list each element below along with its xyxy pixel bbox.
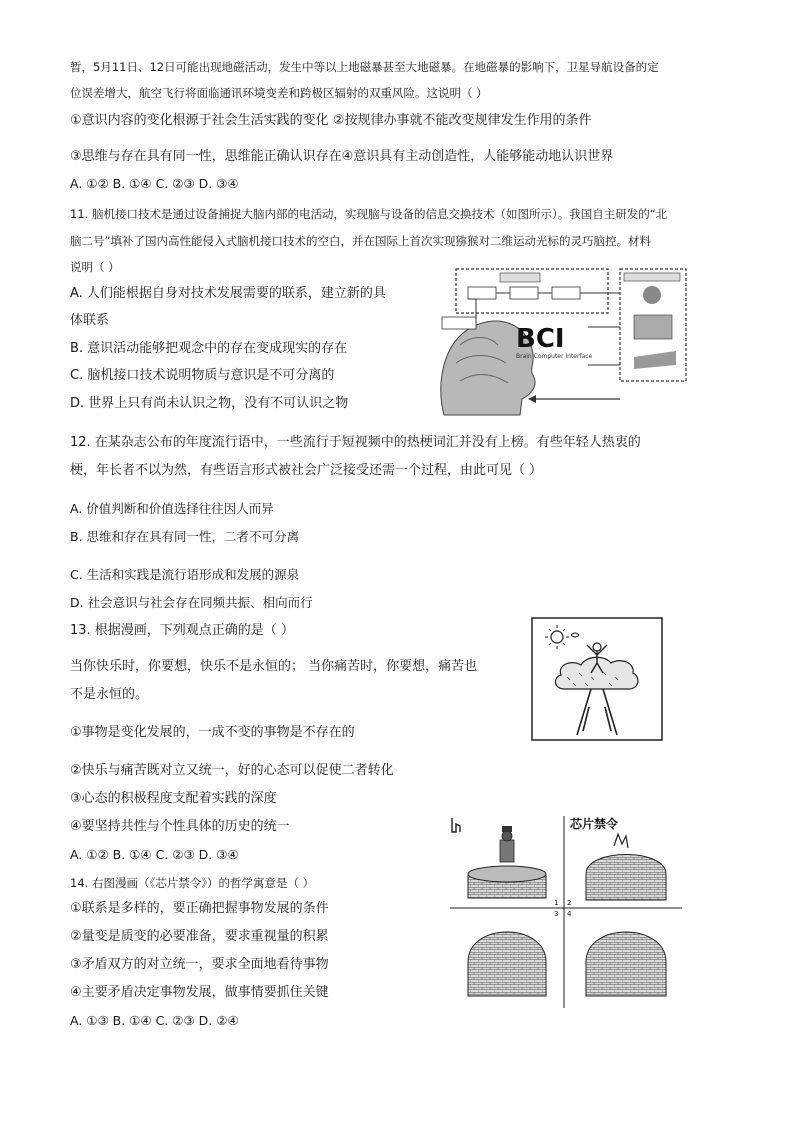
q12-text-line1: 12. 在某杂志公布的年度流行语中，一些流行于短视频中的热梗词汇并没有上榜。有些年轻人热衷的 bbox=[70, 435, 641, 450]
q13-choices: A. ①② B. ①④ C. ②③ D. ③④ bbox=[70, 847, 239, 862]
q13-statement-2: ②快乐与痛苦既对立又统一，好的心态可以促使二者转化 bbox=[70, 763, 394, 778]
q12-option-a: A. 价值判断和价值选择往往因人而异 bbox=[70, 501, 274, 516]
q13-cartoon bbox=[531, 617, 663, 741]
chip-ban-panel-3: 3 bbox=[554, 910, 559, 918]
q12-option-c: C. 生活和实践是流行语形成和发展的源泉 bbox=[70, 567, 300, 582]
q13-text-line1: 13. 根据漫画，下列观点正确的是（ ） bbox=[70, 623, 294, 638]
q12-option-b: B. 思维和存在具有同一性，二者不可分离 bbox=[70, 529, 300, 544]
q10-text-line2: 位误差增大，航空飞行将面临通讯环境变差和跨极区辐射的双重风险。这说明（ ） bbox=[70, 86, 488, 100]
q12-option-d: D. 社会意识与社会存在同频共振、相向而行 bbox=[70, 595, 313, 610]
q13-quote-line2: 不是永恒的。 bbox=[70, 687, 149, 702]
bci-diagram bbox=[438, 265, 690, 417]
q11-option-a: A. 人们能根据自身对技术发展需要的联系，建立新的具 bbox=[70, 286, 386, 301]
q11-option-d: D. 世界上只有尚未认识之物，没有不可认识之物 bbox=[70, 396, 349, 411]
chip-ban-panel-4: 4 bbox=[567, 910, 572, 918]
q10-statement-1-2: ①意识内容的变化根源于社会生活实践的变化 ②按规律办事就不能改变规律发生作用的条件 bbox=[70, 113, 592, 128]
bci-logo-subtitle: Brain Computer Interface bbox=[516, 353, 593, 360]
q11-option-a-cont: 体联系 bbox=[70, 313, 110, 328]
chip-ban-panel-1: 1 bbox=[554, 899, 559, 907]
q14-statement-2: ②量变是质变的必要准备，要求重视量的积累 bbox=[70, 929, 329, 944]
q13-statement-1: ①事物是变化发展的，一成不变的事物是不存在的 bbox=[70, 725, 355, 740]
q14-statement-4: ④主要矛盾决定事物发展，做事情要抓住关键 bbox=[70, 985, 329, 1000]
q14-choices: A. ①③ B. ①④ C. ②③ D. ②④ bbox=[70, 1013, 239, 1028]
q13-quote-line1: 当你快乐时，你要想，快乐不是永恒的； 当你痛苦时，你要想，痛苦也 bbox=[70, 659, 478, 674]
q11-text-line1: 11. 脑机接口技术是通过设备捕捉大脑内部的电活动，实现脑与设备的信息交换技术（如图所示）。我国自主研发的“北 bbox=[70, 207, 668, 221]
q13-statement-4: ④要坚持共性与个性具体的历史的统一 bbox=[70, 819, 290, 834]
chip-ban-title: 芯片禁令 bbox=[570, 817, 619, 831]
q14-text-line1: 14. 右图漫画（《芯片禁令》）的哲学寓意是（ ） bbox=[70, 876, 315, 890]
q11-option-c: C. 脑机接口技术说明物质与意识是不可分离的 bbox=[70, 368, 335, 383]
q12-text-line2: 梗，年长者不以为然，有些语言形式被社会广泛接受还需一个过程，由此可见（ ） bbox=[70, 463, 543, 478]
q14-statement-3: ③矛盾双方的对立统一，要求全面地看待事物 bbox=[70, 957, 329, 972]
chip-ban-cartoon bbox=[446, 812, 686, 1010]
q11-text-line2: 脑二号”填补了国内高性能侵入式脑机接口技术的空白，并在国际上首次实现猕猴对二维运动光标的灵巧脑控。材料 bbox=[70, 234, 651, 248]
q10-text-line1: 暂，5月11日、12日可能出现地磁活动，发生中等以上地磁暴甚至大地磁暴。在地磁暴的影响下，卫星导航设备的定 bbox=[70, 60, 659, 74]
chip-ban-panel-2: 2 bbox=[567, 899, 572, 907]
q11-text-line3: 说明（ ） bbox=[70, 260, 120, 274]
q11-option-b: B. 意识活动能够把观念中的存在变成现实的存在 bbox=[70, 341, 348, 356]
q14-statement-1: ①联系是多样的，要正确把握事物发展的条件 bbox=[70, 901, 329, 916]
q10-statement-3-4: ③思维与存在具有同一性，思维能正确认识存在④意识具有主动创造性，人能够能动地认识世界 bbox=[70, 149, 614, 164]
bci-logo-text: BCI bbox=[516, 324, 565, 354]
q10-choices: A. ①② B. ①④ C. ②③ D. ③④ bbox=[70, 176, 239, 191]
q13-statement-3: ③心态的积极程度支配着实践的深度 bbox=[70, 791, 277, 806]
